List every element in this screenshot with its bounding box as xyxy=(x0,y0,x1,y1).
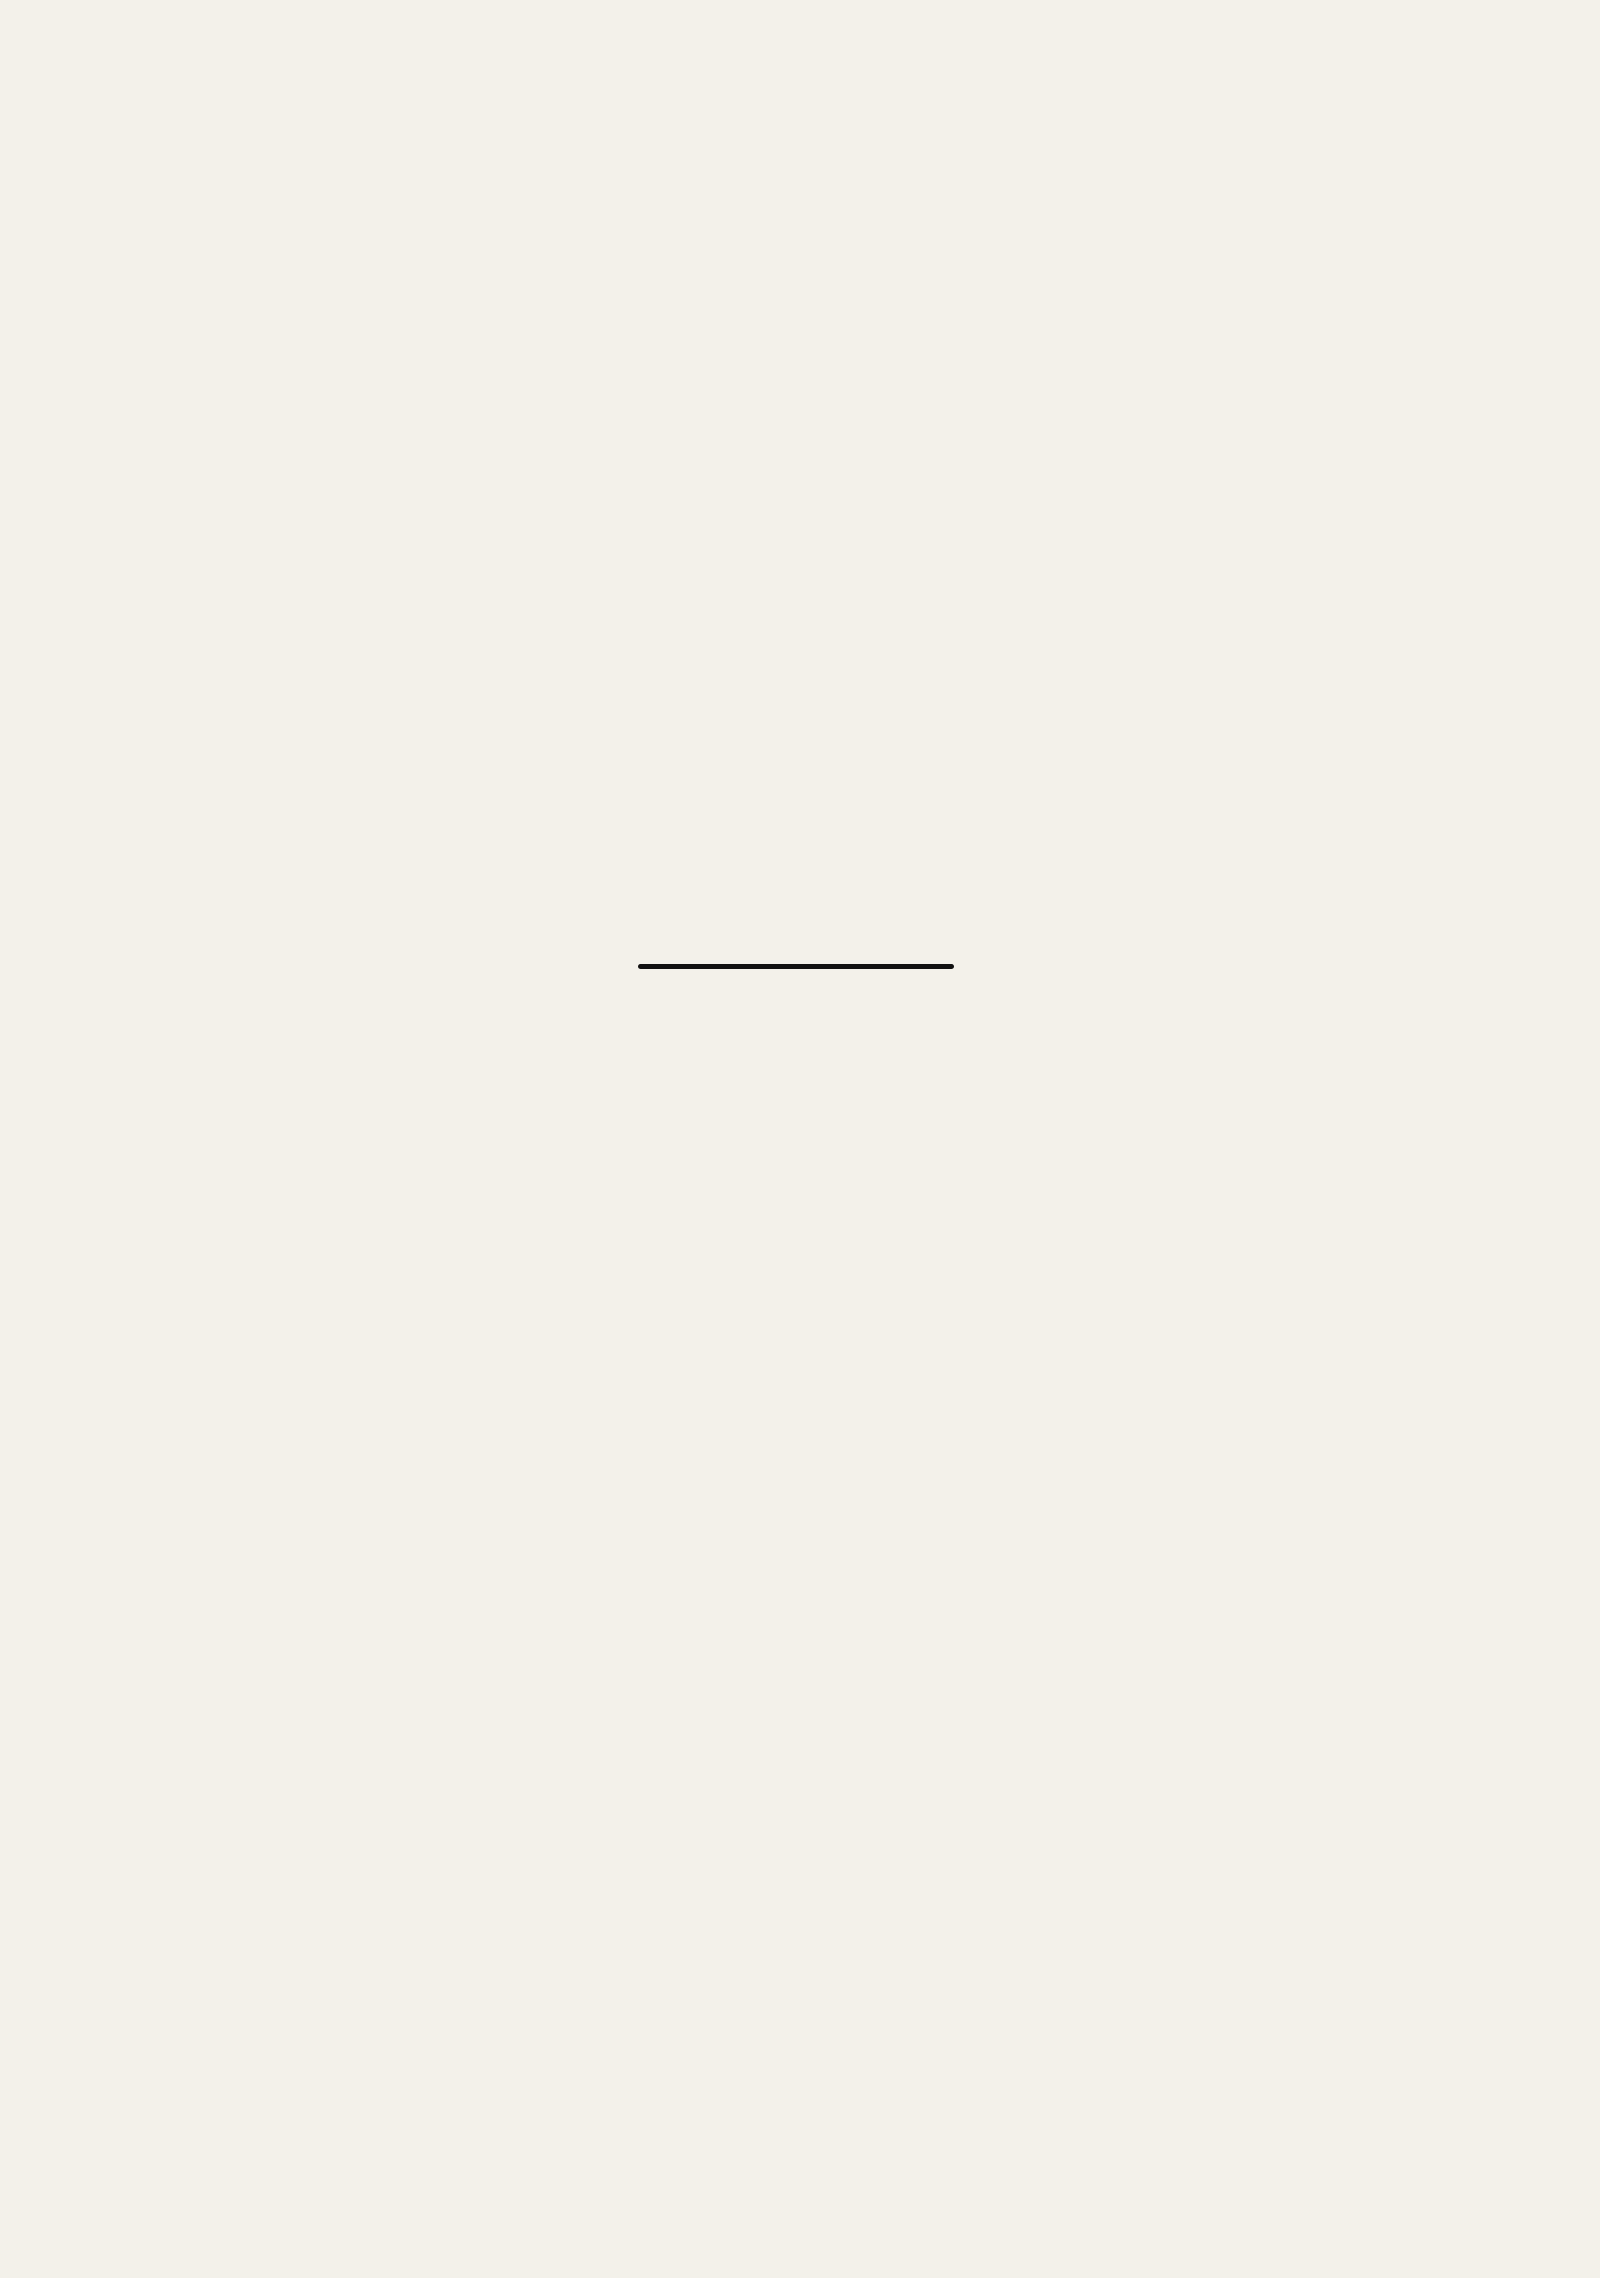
running-header xyxy=(0,44,1600,94)
section-divider xyxy=(638,964,954,969)
trade-listing xyxy=(30,1112,1575,2232)
resident-listing xyxy=(30,104,1575,912)
